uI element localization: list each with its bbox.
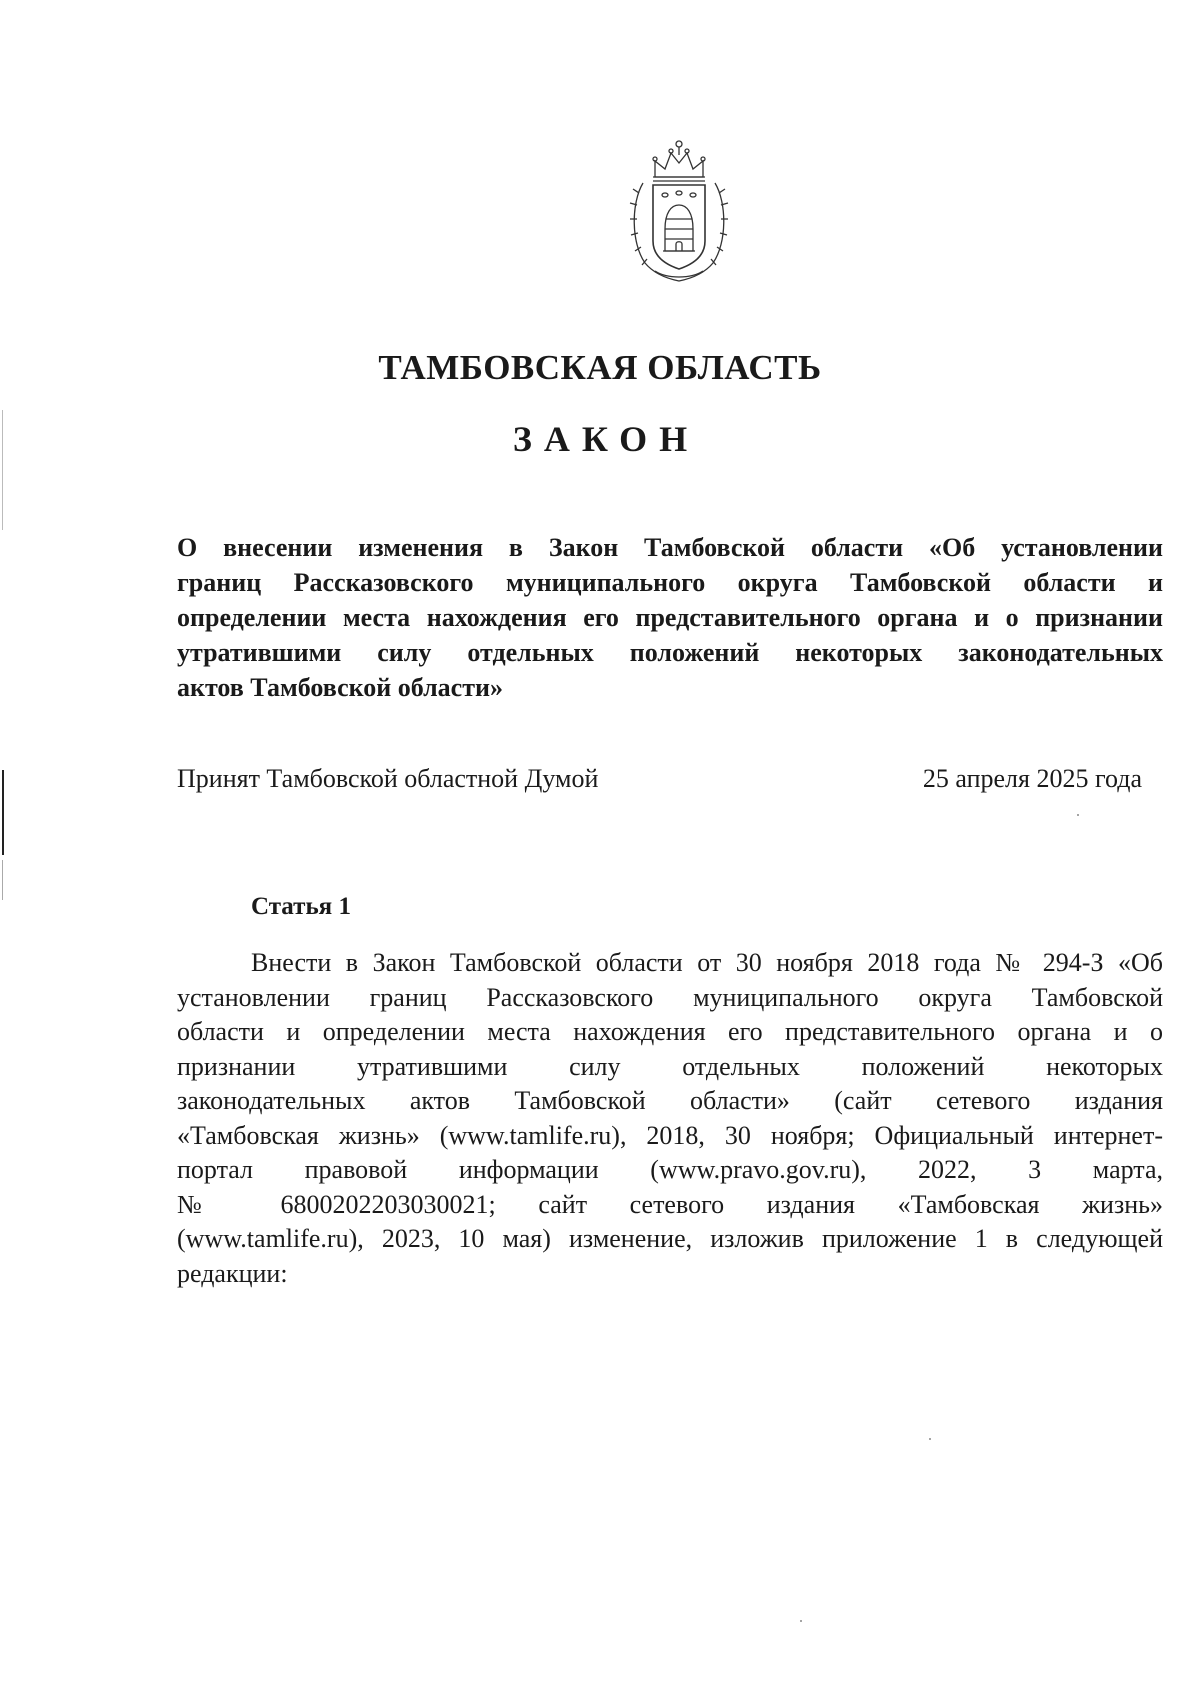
scan-dot: [800, 1620, 802, 1622]
adopted-date: 25 апреля 2025 года: [922, 764, 1142, 793]
law-title: ЗАКОН: [512, 419, 700, 459]
subject-line: О внесении изменения в Закон Тамбовской области «Об установлении: [177, 533, 1163, 562]
region-title: ТАМБОВСКАЯ ОБЛАСТЬ: [378, 348, 822, 387]
subject-line: определении места нахождения его представительного органа и о признании: [177, 603, 1163, 632]
article-line: установлении границ Рассказовского муниципального округа Тамбовской: [177, 982, 1163, 1012]
subject-line: границ Рассказовского муниципального округа Тамбовской области и: [177, 568, 1163, 597]
article-line: (www.tamlife.ru), 2023, 10 мая) изменение, изложив приложение 1 в следующей: [177, 1224, 1163, 1253]
article-line: № 6800202203030021; сайт сетевого издания «Тамбовская жизнь»: [177, 1189, 1163, 1219]
adoption-info: [177, 764, 1142, 794]
scan-edge-mark: [2, 770, 4, 855]
law-subject: [177, 530, 1163, 705]
tambov-coat-of-arms-icon: [625, 133, 733, 283]
scan-edge-mark: [2, 860, 3, 900]
article-line: редакции:: [177, 1258, 288, 1288]
subject-line: утратившими силу отдельных положений некоторых законодательных: [177, 638, 1163, 667]
subject-line: актов Тамбовской области»: [177, 673, 503, 702]
article-body: [177, 946, 1163, 1291]
scan-dot: [929, 1438, 931, 1440]
scan-dot: [1077, 814, 1079, 816]
article-line: портал правовой информации (www.pravo.gov.ru), 2022, 3 марта,: [177, 1155, 1163, 1184]
article-line: признании утратившими силу отдельных положений некоторых: [177, 1051, 1163, 1081]
article-line: законодательных актов Тамбовской области» (сайт сетевого издания: [177, 1086, 1163, 1115]
article-line: «Тамбовская жизнь» (www.tamlife.ru), 2018, 30 ноября; Официальный интернет-: [177, 1120, 1163, 1150]
article-line: Внести в Закон Тамбовской области от 30 ноября 2018 года № 294-З «Об: [251, 948, 1163, 977]
adopted-by: Принят Тамбовской областной Думой: [177, 764, 599, 793]
article-line: области и определении места нахождения его представительного органа и о: [177, 1017, 1163, 1046]
article-heading: Статья 1: [251, 893, 351, 920]
